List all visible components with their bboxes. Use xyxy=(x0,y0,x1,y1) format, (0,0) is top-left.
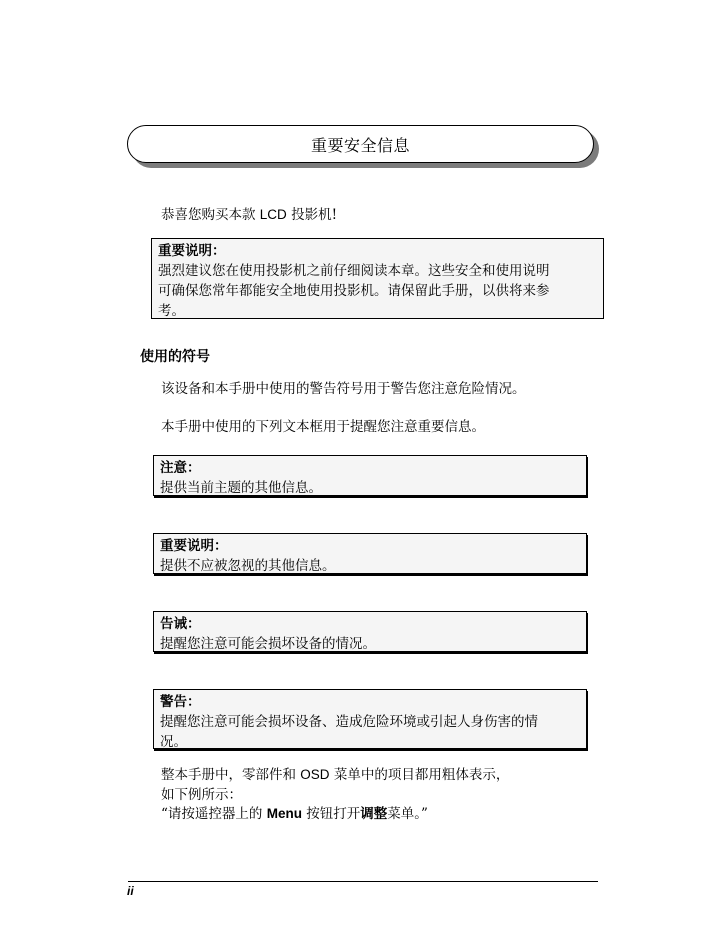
symbols-heading: 使用的符号 xyxy=(140,349,210,365)
closing-osd: OSD xyxy=(300,767,330,782)
intro-prefix: 恭喜您购买本款 xyxy=(161,207,260,223)
important-line: 可确保您常年都能安全地使用投影机。请保留此手册，以供将来参 xyxy=(158,283,550,299)
caution-line: 提醒您注意可能会损坏设备的情况。 xyxy=(160,636,376,652)
closing-adjust: 调整 xyxy=(360,806,388,822)
important-heading: 重要说明： xyxy=(158,243,226,259)
closing-line-1 xyxy=(161,765,509,785)
closing-prefix: 整本手册中，零部件和 xyxy=(161,767,301,783)
warning-heading: 警告： xyxy=(160,694,201,710)
closing-suffix: 菜单中的项目都用粗体表示， xyxy=(329,767,510,783)
note-heading: 注意： xyxy=(160,460,201,476)
important-line: 考。 xyxy=(158,303,185,319)
important-box xyxy=(153,533,587,574)
symbols-paragraph-2: 本手册中使用的下列文本框用于提醒您注意重要信息。 xyxy=(161,419,485,435)
page-title: 重要安全信息 xyxy=(310,135,410,155)
title-banner xyxy=(127,125,594,163)
warning-box xyxy=(153,689,587,749)
symbols-paragraph-1: 该设备和本手册中使用的警告符号用于警告您注意危险情况。 xyxy=(161,381,526,397)
page-number: ii xyxy=(127,884,134,898)
note-box xyxy=(153,455,587,496)
important-box-line: 提供不应被忽视的其他信息。 xyxy=(160,558,336,574)
closing-menu: Menu xyxy=(266,806,302,821)
closing-quote-close: 菜单。” xyxy=(387,806,428,822)
warning-line: 提醒您注意可能会损坏设备、造成危险环境或引起人身伤害的情 xyxy=(160,714,538,730)
closing-mid: 按钮打开 xyxy=(301,806,361,822)
footer-rule xyxy=(128,881,598,882)
caution-box xyxy=(153,611,587,652)
intro-lcd: LCD xyxy=(259,207,287,222)
important-notice-box xyxy=(151,238,604,319)
closing-line-2: 如下例所示： xyxy=(161,787,242,803)
note-line: 提供当前主题的其他信息。 xyxy=(160,480,322,496)
closing-line-3 xyxy=(161,804,428,824)
intro-suffix: 投影机! xyxy=(286,207,338,223)
closing-quote-open: “请按遥控器上的 xyxy=(161,806,267,822)
important-line: 强烈建议您在使用投影机之前仔细阅读本章。这些安全和使用说明 xyxy=(158,263,550,279)
warning-line: 况。 xyxy=(160,734,187,750)
important-box-heading: 重要说明： xyxy=(160,538,228,554)
caution-heading: 告诫： xyxy=(160,616,201,632)
intro-paragraph xyxy=(161,205,337,225)
